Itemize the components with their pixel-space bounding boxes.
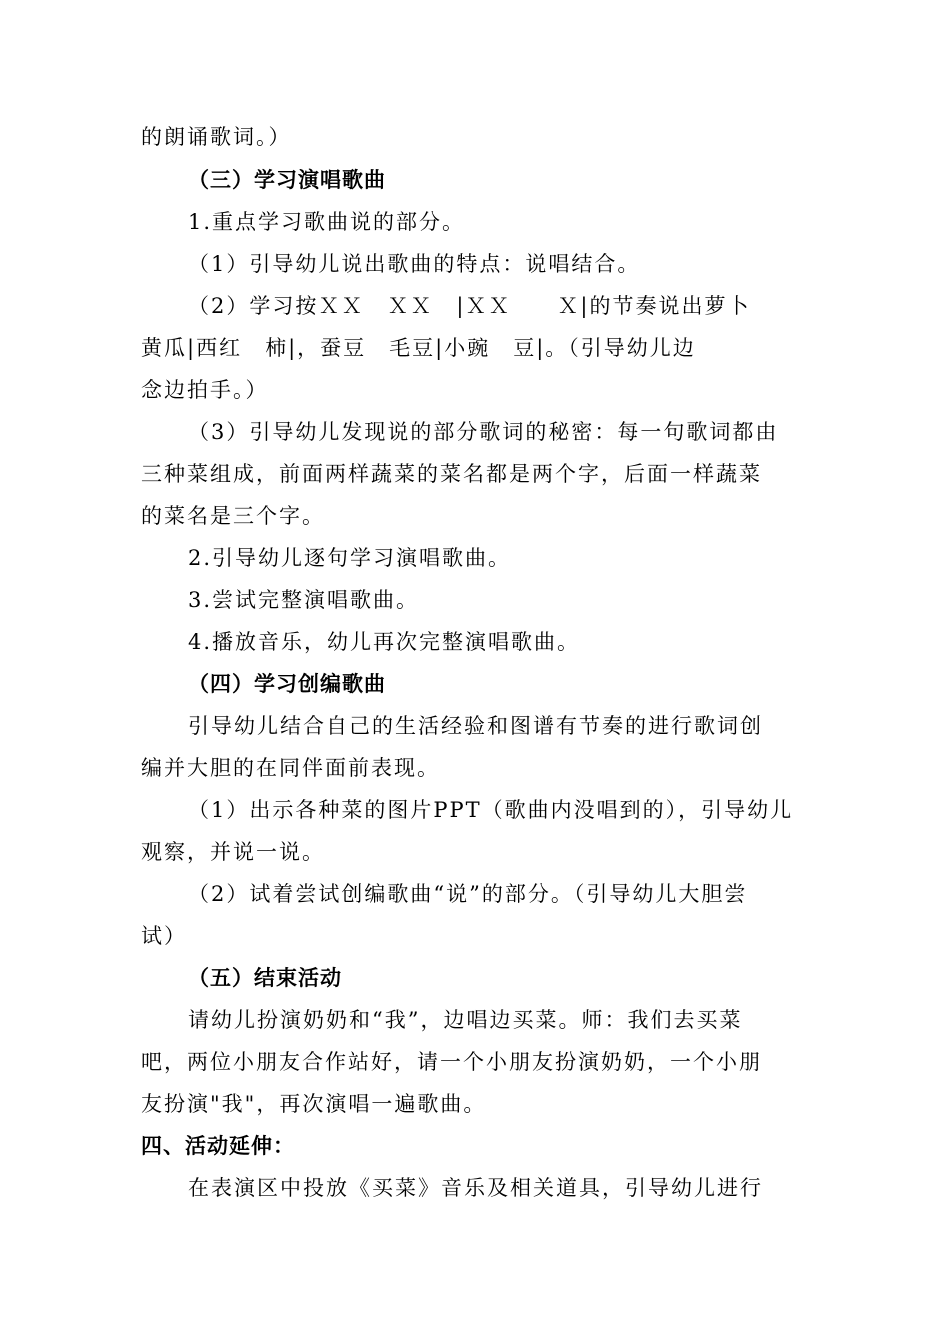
paragraph-line: 编并大胆的在同伴面前表现。 bbox=[141, 756, 440, 780]
paragraph-line: 吧，两位小朋友合作站好，请一个小朋友扮演奶奶，一个小朋 bbox=[141, 1050, 762, 1074]
paragraph-line: 请幼儿扮演奶奶和“我”，边唱边买菜。师：我们去买菜 bbox=[188, 1008, 743, 1032]
paragraph-line: （2）试着尝试创编歌曲“说”的部分。（引导幼儿大胆尝 bbox=[188, 882, 748, 906]
paragraph-line: 引导幼儿结合自己的生活经验和图谱有节奏的进行歌词创 bbox=[188, 714, 763, 738]
paragraph-line: 友扮演"我"，再次演唱一遍歌曲。 bbox=[141, 1092, 487, 1116]
paragraph-line: （3）引导幼儿发现说的部分歌词的秘密：每一句歌词都由 bbox=[188, 420, 779, 444]
paragraph-line: 黄瓜|西红 柿|，蚕豆 毛豆|小豌 豆|。（引导幼儿边 bbox=[141, 336, 696, 360]
paragraph-line: （1）引导幼儿说出歌曲的特点：说唱结合。 bbox=[188, 252, 641, 276]
paragraph-line: 在表演区中投放《买菜》音乐及相关道具，引导幼儿进行 bbox=[188, 1176, 763, 1200]
paragraph-line: （1）出示各种菜的图片PPT（歌曲内没唱到的），引导幼儿 bbox=[188, 798, 794, 822]
section-heading: （五）结束活动 bbox=[188, 966, 342, 990]
paragraph-line: 试） bbox=[141, 924, 187, 948]
paragraph-line: 的菜名是三个字。 bbox=[141, 504, 325, 528]
paragraph-line: 4.播放音乐，幼儿再次完整演唱歌曲。 bbox=[188, 630, 581, 654]
paragraph-line: 2.引导幼儿逐句学习演唱歌曲。 bbox=[188, 546, 512, 570]
paragraph-line: 三种菜组成，前面两样蔬菜的菜名都是两个字，后面一样蔬菜 bbox=[141, 462, 762, 486]
chapter-heading: 四、活动延伸： bbox=[141, 1134, 295, 1158]
paragraph-line: 3.尝试完整演唱歌曲。 bbox=[188, 588, 420, 612]
paragraph-line: 的朗诵歌词。） bbox=[141, 125, 292, 149]
paragraph-line: 1.重点学习歌曲说的部分。 bbox=[188, 210, 466, 234]
paragraph-line: 念边拍手。） bbox=[141, 378, 269, 402]
paragraph-line: （2）学习按ＸＸ ＸＸ |ＸＸ Ｘ|的节奏说出萝卜 bbox=[188, 294, 751, 318]
paragraph-line: 观察，并说一说。 bbox=[141, 840, 325, 864]
section-heading: （四）学习创编歌曲 bbox=[188, 672, 386, 696]
section-heading: （三）学习演唱歌曲 bbox=[188, 168, 386, 192]
